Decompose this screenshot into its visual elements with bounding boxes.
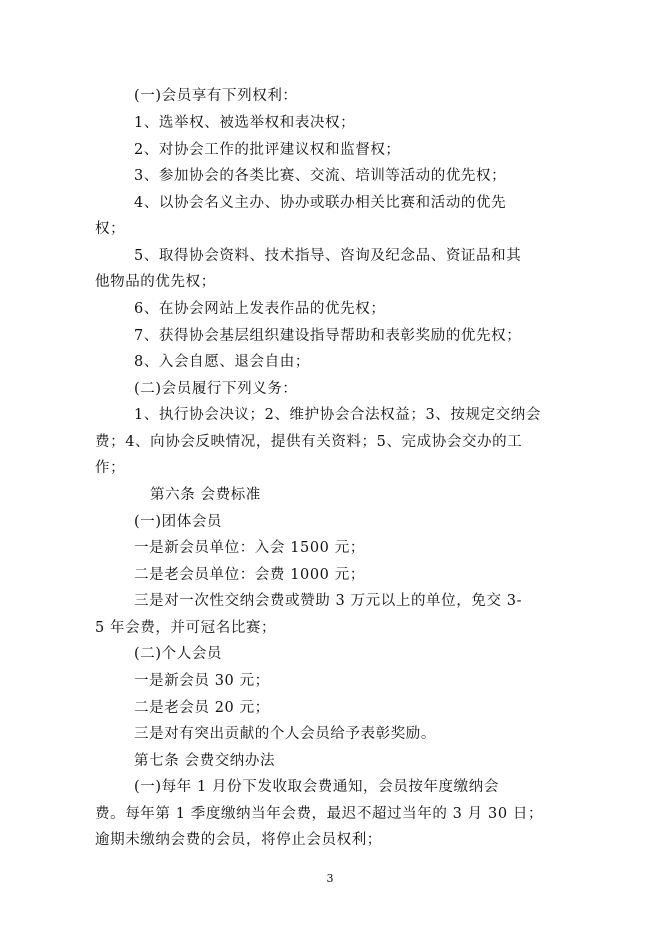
text-line: 他物品的优先权； [95,274,216,290]
text-line: 费；4、向协会反映情况，提供有关资料；5、完成协会交办的工 [95,434,523,450]
text-line: 8、入会自愿、退会自由； [134,354,310,370]
text-line: 作； [95,460,126,476]
text-line: (二)个人会员 [134,646,223,662]
text-line: 4、以协会名义主办、协办或联办相关比赛和活动的优先 [134,195,507,211]
text-line: 一是新会员 30 元； [134,673,270,689]
text-line: 逾期未缴纳会费的会员，将停止会员权利； [95,832,382,848]
page-number: 3 [326,872,334,885]
text-line: (一)会员享有下列权利： [134,88,298,104]
text-line: (一)每年 1 月份下发收取会费通知，会员按年度缴纳会 [134,779,499,795]
text-line: (二)会员履行下列义务： [134,381,298,397]
text-line: 三是对有突出贡献的个人会员给予表彰奖励。 [134,726,436,742]
text-line: 1、执行协会决议；2、维护协会合法权益；3、按规定交纳会 [134,407,541,423]
text-line: 权； [95,221,126,237]
section-heading: 第六条 会费标准 [150,487,261,503]
text-line: 二是老会员单位：会费 1000 元； [134,567,365,583]
text-line: 7、获得协会基层组织建设指导帮助和表彰奖励的优先权； [134,328,522,344]
section-heading: 第七条 会费交纳办法 [134,753,276,769]
text-line: 二是老会员 20 元； [134,700,270,716]
text-line: 一是新会员单位：入会 1500 元； [134,540,365,556]
text-line: 三是对一次性交纳会费或赞助 3 万元以上的单位，免交 3- [134,593,523,609]
text-line: (一)团体会员 [134,514,223,530]
text-line: 2、对协会工作的批评建议权和监督权； [134,142,401,158]
text-line: 5 年会费，并可冠名比赛； [95,620,277,636]
text-line: 费。每年第 1 季度缴纳当年会费，最迟不超过当年的 3 月 30 日； [95,806,544,822]
text-line: 3、参加协会的各类比赛、交流、培训等活动的优先权； [134,168,507,184]
text-line: 1、选举权、被选举权和表决权； [134,115,356,131]
text-line: 5、取得协会资料、技术指导、咨询及纪念品、资证品和其 [134,248,522,264]
text-line: 6、在协会网站上发表作品的优先权； [134,301,386,317]
